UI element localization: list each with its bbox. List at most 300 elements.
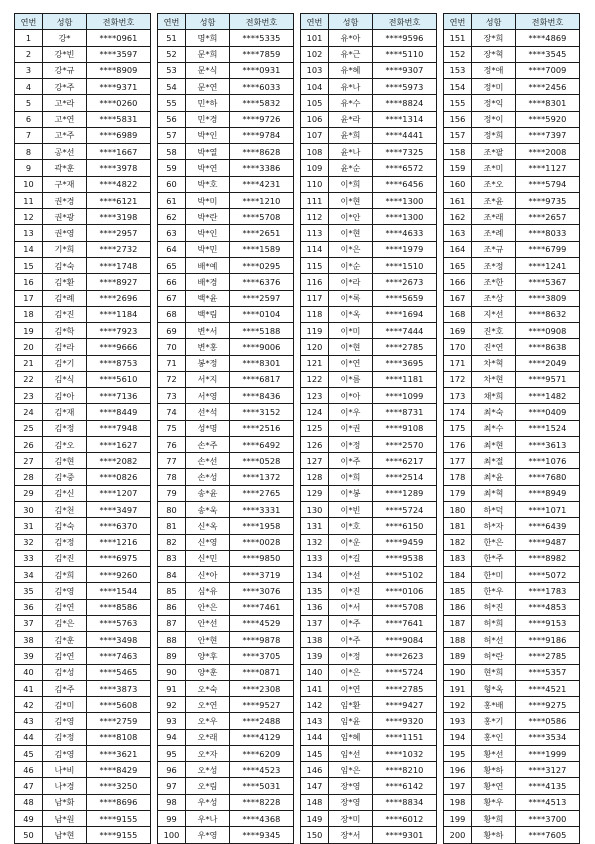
table-row: [158, 794, 294, 810]
table-row: [444, 46, 580, 62]
phone-number: ****6975: [87, 550, 151, 566]
row-number: 113: [301, 225, 329, 241]
phone-number: ****9596: [373, 30, 437, 46]
phone-number: ****6439: [516, 518, 580, 534]
person-name: 박*민: [186, 241, 230, 257]
row-number: 67: [158, 290, 186, 306]
phone-number: ****3719: [230, 567, 294, 583]
table-row: [444, 501, 580, 517]
table-row: [301, 95, 437, 111]
phone-number: ****9571: [516, 371, 580, 387]
person-name: 송*욱: [186, 501, 230, 517]
row-number: 18: [15, 306, 43, 322]
table-row: [301, 453, 437, 469]
phone-number: ****8696: [87, 794, 151, 810]
person-name: 유*수: [329, 95, 373, 111]
person-name: 조*윤: [472, 192, 516, 208]
phone-number: ****5188: [230, 323, 294, 339]
row-number: 138: [301, 632, 329, 648]
table-row: [158, 95, 294, 111]
person-name: 신*옥: [186, 518, 230, 534]
person-name: 장*희: [472, 30, 516, 46]
phone-number: ****3809: [516, 290, 580, 306]
phone-number: ****5920: [516, 111, 580, 127]
person-name: 우*성: [186, 794, 230, 810]
person-name: 임*환: [329, 697, 373, 713]
person-name: 신*영: [186, 534, 230, 550]
person-name: 홍*배: [472, 697, 516, 713]
header-no: 연번: [444, 14, 472, 30]
header-row: [301, 14, 437, 30]
table-row: [158, 697, 294, 713]
row-number: 95: [158, 745, 186, 761]
phone-number: ****2008: [516, 144, 580, 160]
person-name: 윤*희: [329, 127, 373, 143]
person-name: 최*수: [472, 420, 516, 436]
person-name: 이*은: [329, 241, 373, 257]
person-name: 김*훈: [43, 632, 87, 648]
table-row: [158, 469, 294, 485]
person-name: 김*라: [43, 339, 87, 355]
person-name: 이*아: [329, 388, 373, 404]
phone-number: ****1544: [87, 583, 151, 599]
table-row: [158, 615, 294, 631]
table-row: [158, 144, 294, 160]
table-row: [15, 62, 151, 78]
table-row: [15, 225, 151, 241]
row-number: 6: [15, 111, 43, 127]
person-name: 손*선: [186, 453, 230, 469]
table-row: [444, 518, 580, 534]
table-row: [444, 550, 580, 566]
table-row: [15, 453, 151, 469]
table-row: [444, 827, 580, 843]
person-name: 김*학: [43, 323, 87, 339]
table-row: [444, 680, 580, 696]
row-number: 83: [158, 550, 186, 566]
row-number: 32: [15, 534, 43, 550]
row-number: 118: [301, 306, 329, 322]
person-name: 지*선: [472, 306, 516, 322]
table-row: [301, 664, 437, 680]
phone-number: ****6033: [230, 79, 294, 95]
phone-number: ****5110: [373, 46, 437, 62]
row-number: 161: [444, 192, 472, 208]
person-name: 장*미: [329, 811, 373, 827]
row-number: 73: [158, 388, 186, 404]
row-number: 194: [444, 729, 472, 745]
table-row: [301, 144, 437, 160]
person-name: 장*영: [329, 778, 373, 794]
table-row: [301, 518, 437, 534]
phone-number: ****9371: [87, 79, 151, 95]
table-row: [158, 46, 294, 62]
phone-number: ****1071: [516, 501, 580, 517]
phone-number: ****7641: [373, 615, 437, 631]
person-name: 김*아: [43, 388, 87, 404]
table-row: [301, 323, 437, 339]
table-row: [15, 697, 151, 713]
person-name: 이*현: [329, 225, 373, 241]
row-number: 120: [301, 339, 329, 355]
phone-number: ****3534: [516, 729, 580, 745]
person-name: 조*래: [472, 209, 516, 225]
phone-number: ****8436: [230, 388, 294, 404]
phone-number: ****2785: [516, 648, 580, 664]
phone-number: ****8982: [516, 550, 580, 566]
row-number: 108: [301, 144, 329, 160]
table-row: [158, 713, 294, 729]
person-name: 최*현: [472, 436, 516, 452]
phone-number: ****4521: [516, 680, 580, 696]
person-name: 강*: [43, 30, 87, 46]
table-row: [444, 111, 580, 127]
table-row: [301, 567, 437, 583]
phone-number: ****2308: [230, 680, 294, 696]
person-name: 김*신: [43, 485, 87, 501]
person-name: 박*인: [186, 127, 230, 143]
table-row: [15, 501, 151, 517]
person-name: 임*윤: [329, 713, 373, 729]
phone-number: ****4523: [230, 762, 294, 778]
person-name: 서*지: [186, 371, 230, 387]
phone-number: ****4869: [516, 30, 580, 46]
row-number: 19: [15, 323, 43, 339]
person-name: 황*하: [472, 762, 516, 778]
phone-number: ****8909: [87, 62, 151, 78]
person-name: 유*나: [329, 79, 373, 95]
phone-number: ****0104: [230, 306, 294, 322]
person-name: 김*정: [43, 534, 87, 550]
table-row: [15, 46, 151, 62]
phone-number: ****9084: [373, 632, 437, 648]
row-number: 183: [444, 550, 472, 566]
phone-number: ****3873: [87, 680, 151, 696]
table-row: [301, 436, 437, 452]
row-number: 86: [158, 599, 186, 615]
row-number: 9: [15, 160, 43, 176]
table-row: [158, 664, 294, 680]
person-name: 신*아: [186, 567, 230, 583]
table-row: [444, 567, 580, 583]
person-name: 한*우: [472, 583, 516, 599]
phone-number: ****9307: [373, 62, 437, 78]
table-row: [301, 745, 437, 761]
table-row: [444, 209, 580, 225]
phone-number: ****2957: [87, 225, 151, 241]
row-number: 157: [444, 127, 472, 143]
row-number: 28: [15, 469, 43, 485]
row-number: 171: [444, 355, 472, 371]
table-row: [301, 404, 437, 420]
phone-number: ****3497: [87, 501, 151, 517]
phone-number: ****6012: [373, 811, 437, 827]
table-row: [158, 501, 294, 517]
row-number: 134: [301, 567, 329, 583]
row-number: 179: [444, 485, 472, 501]
phone-number: ****5465: [87, 664, 151, 680]
phone-number: ****0260: [87, 95, 151, 111]
table-row: [15, 729, 151, 745]
phone-number: ****4441: [373, 127, 437, 143]
table-row: [158, 176, 294, 192]
table-row: [444, 306, 580, 322]
table-row: [15, 811, 151, 827]
phone-number: ****9487: [516, 534, 580, 550]
person-name: 정*익: [472, 95, 516, 111]
table-row: [15, 583, 151, 599]
phone-number: ****1694: [373, 306, 437, 322]
row-number: 76: [158, 436, 186, 452]
phone-number: ****2456: [516, 79, 580, 95]
person-name: 김*중: [43, 469, 87, 485]
table-row: [301, 827, 437, 843]
table-row: [158, 762, 294, 778]
phone-number: ****3076: [230, 583, 294, 599]
row-number: 128: [301, 469, 329, 485]
table-row: [158, 371, 294, 387]
roster-table: [443, 13, 580, 844]
table-row: [158, 339, 294, 355]
person-name: 박*미: [186, 192, 230, 208]
header-name: 성함: [43, 14, 87, 30]
row-number: 93: [158, 713, 186, 729]
header-phone: 전화번호: [230, 14, 294, 30]
table-row: [301, 46, 437, 62]
row-number: 91: [158, 680, 186, 696]
phone-number: ****4822: [87, 176, 151, 192]
table-row: [444, 664, 580, 680]
person-name: 유*근: [329, 46, 373, 62]
row-number: 71: [158, 355, 186, 371]
phone-number: ****9538: [373, 550, 437, 566]
person-name: 변*서: [186, 323, 230, 339]
phone-number: ****7605: [516, 827, 580, 843]
row-number: 66: [158, 274, 186, 290]
table-row: [301, 811, 437, 827]
row-number: 31: [15, 518, 43, 534]
person-name: 김*환: [43, 274, 87, 290]
roster-page: [14, 13, 580, 844]
phone-number: ****5832: [230, 95, 294, 111]
row-number: 49: [15, 811, 43, 827]
phone-number: ****1032: [373, 745, 437, 761]
phone-number: ****1300: [373, 192, 437, 208]
person-name: 유*아: [329, 30, 373, 46]
person-name: 유*혜: [329, 62, 373, 78]
table-row: [158, 420, 294, 436]
header-name: 성함: [186, 14, 230, 30]
row-number: 141: [301, 680, 329, 696]
person-name: 박*연: [186, 160, 230, 176]
person-name: 오*연: [186, 697, 230, 713]
phone-number: ****3978: [87, 160, 151, 176]
phone-number: ****5031: [230, 778, 294, 794]
table-row: [444, 745, 580, 761]
table-row: [301, 729, 437, 745]
row-number: 155: [444, 95, 472, 111]
row-number: 107: [301, 127, 329, 143]
table-row: [301, 30, 437, 46]
row-number: 139: [301, 648, 329, 664]
table-row: [15, 323, 151, 339]
phone-number: ****2732: [87, 241, 151, 257]
table-row: [158, 778, 294, 794]
person-name: 이*권: [329, 420, 373, 436]
table-row: [15, 192, 151, 208]
person-name: 이*정: [329, 436, 373, 452]
phone-number: ****5831: [87, 111, 151, 127]
table-row: [15, 355, 151, 371]
phone-number: ****5708: [230, 209, 294, 225]
phone-number: ****6370: [87, 518, 151, 534]
person-name: 강*주: [43, 79, 87, 95]
phone-number: ****8638: [516, 339, 580, 355]
person-name: 장*영: [329, 794, 373, 810]
person-name: 이*은: [329, 664, 373, 680]
table-row: [158, 453, 294, 469]
phone-number: ****2623: [373, 648, 437, 664]
person-name: 김*연: [43, 599, 87, 615]
person-name: 배*경: [186, 274, 230, 290]
person-name: 황*우: [472, 794, 516, 810]
person-name: 이*길: [329, 550, 373, 566]
table-row: [444, 160, 580, 176]
table-row: [158, 811, 294, 827]
row-number: 14: [15, 241, 43, 257]
row-number: 106: [301, 111, 329, 127]
row-number: 174: [444, 404, 472, 420]
table-row: [15, 420, 151, 436]
phone-number: ****6799: [516, 241, 580, 257]
row-number: 102: [301, 46, 329, 62]
person-name: 손*성: [186, 469, 230, 485]
row-number: 101: [301, 30, 329, 46]
person-name: 남*현: [43, 827, 87, 843]
table-row: [301, 62, 437, 78]
table-row: [158, 583, 294, 599]
roster-table: [14, 13, 151, 844]
person-name: 이*선: [329, 567, 373, 583]
phone-number: ****4129: [230, 729, 294, 745]
table-row: [444, 485, 580, 501]
table-row: [301, 599, 437, 615]
table-row: [158, 225, 294, 241]
person-name: 기*희: [43, 241, 87, 257]
phone-number: ****3613: [516, 436, 580, 452]
row-number: 158: [444, 144, 472, 160]
person-name: 조*상: [472, 290, 516, 306]
person-name: 장*혁: [472, 46, 516, 62]
phone-number: ****6121: [87, 192, 151, 208]
table-row: [301, 160, 437, 176]
person-name: 한*주: [472, 550, 516, 566]
person-name: 임*혜: [329, 729, 373, 745]
table-row: [444, 355, 580, 371]
phone-number: ****1216: [87, 534, 151, 550]
table-row: [301, 778, 437, 794]
table-row: [444, 648, 580, 664]
phone-number: ****4853: [516, 599, 580, 615]
row-number: 11: [15, 192, 43, 208]
person-name: 김*영: [43, 583, 87, 599]
table-row: [301, 306, 437, 322]
person-name: 명*희: [186, 30, 230, 46]
phone-number: ****8927: [87, 274, 151, 290]
row-number: 36: [15, 599, 43, 615]
person-name: 이*안: [329, 209, 373, 225]
table-row: [301, 127, 437, 143]
phone-number: ****2765: [230, 485, 294, 501]
person-name: 황*희: [472, 811, 516, 827]
row-number: 70: [158, 339, 186, 355]
row-number: 189: [444, 648, 472, 664]
table-row: [15, 274, 151, 290]
person-name: 허*란: [472, 648, 516, 664]
row-number: 8: [15, 144, 43, 160]
row-number: 57: [158, 127, 186, 143]
row-number: 46: [15, 762, 43, 778]
person-name: 진*연: [472, 339, 516, 355]
person-name: 우*나: [186, 811, 230, 827]
row-number: 196: [444, 762, 472, 778]
row-number: 94: [158, 729, 186, 745]
person-name: 김*정: [43, 729, 87, 745]
table-row: [158, 79, 294, 95]
phone-number: ****9527: [230, 697, 294, 713]
person-name: 형*옥: [472, 680, 516, 696]
row-number: 114: [301, 241, 329, 257]
header-phone: 전화번호: [516, 14, 580, 30]
phone-number: ****0028: [230, 534, 294, 550]
row-number: 192: [444, 697, 472, 713]
phone-number: ****8586: [87, 599, 151, 615]
row-number: 122: [301, 371, 329, 387]
person-name: 민*경: [186, 111, 230, 127]
row-number: 92: [158, 697, 186, 713]
phone-number: ****8628: [230, 144, 294, 160]
table-row: [15, 745, 151, 761]
phone-number: ****5102: [373, 567, 437, 583]
phone-number: ****9735: [516, 192, 580, 208]
row-number: 81: [158, 518, 186, 534]
table-row: [444, 257, 580, 273]
person-name: 권*경: [43, 192, 87, 208]
phone-number: ****1783: [516, 583, 580, 599]
row-number: 190: [444, 664, 472, 680]
row-number: 62: [158, 209, 186, 225]
person-name: 허*선: [472, 632, 516, 648]
phone-number: ****7680: [516, 469, 580, 485]
phone-number: ****3545: [516, 46, 580, 62]
person-name: 안*은: [186, 599, 230, 615]
row-number: 34: [15, 567, 43, 583]
person-name: 이*주: [329, 615, 373, 631]
table-row: [158, 729, 294, 745]
phone-number: ****9726: [230, 111, 294, 127]
person-name: 임*은: [329, 762, 373, 778]
person-name: 공*선: [43, 144, 87, 160]
table-row: [158, 192, 294, 208]
table-row: [15, 534, 151, 550]
person-name: 김*영: [43, 745, 87, 761]
phone-number: ****7444: [373, 323, 437, 339]
row-number: 172: [444, 371, 472, 387]
phone-number: ****5610: [87, 371, 151, 387]
table-row: [444, 388, 580, 404]
header-row: [444, 14, 580, 30]
row-number: 99: [158, 811, 186, 827]
